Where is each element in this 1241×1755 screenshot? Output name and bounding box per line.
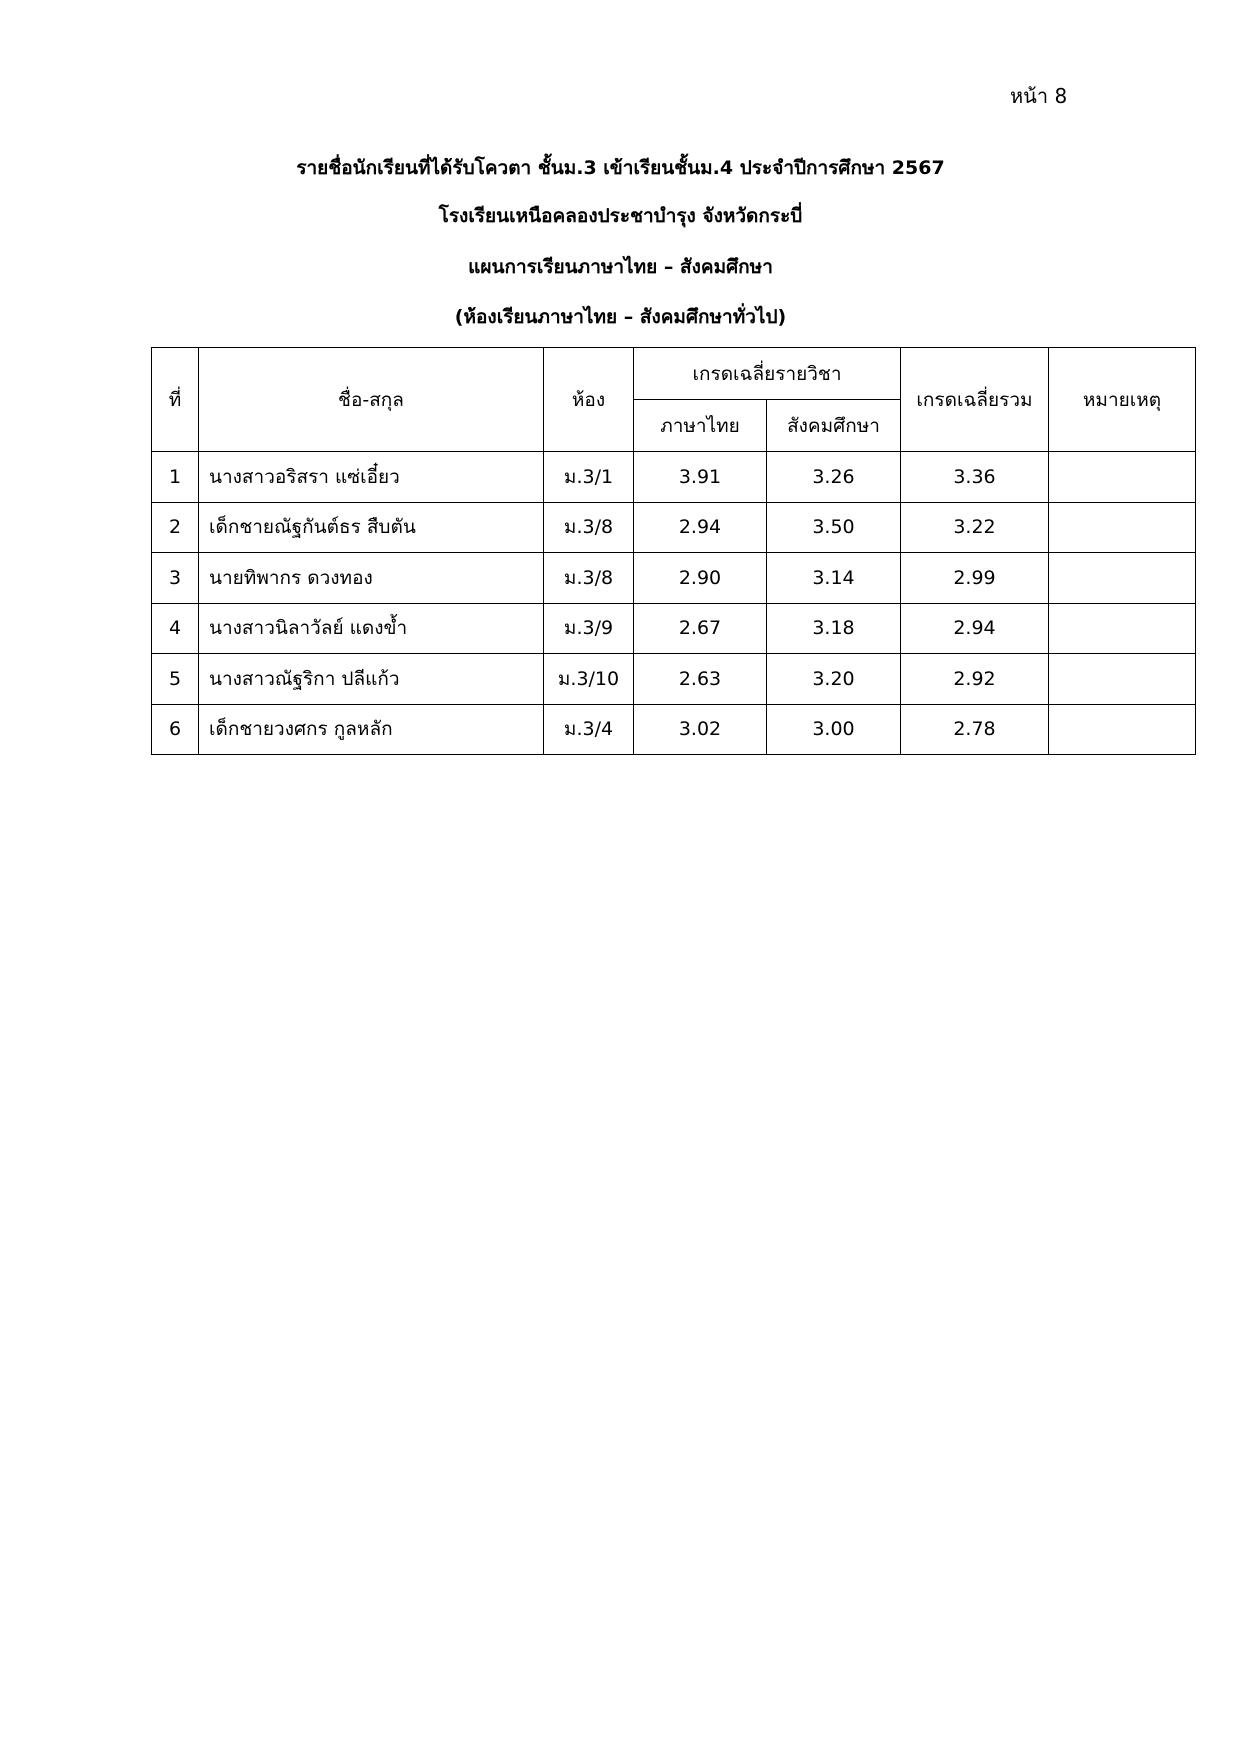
cell-name: เด็กชายณัฐกันต์ธร สืบตัน [199,502,544,553]
cell-social: 3.50 [767,502,901,553]
cell-thai: 2.63 [634,654,767,705]
cell-remark [1049,704,1196,755]
cell-room: ม.3/10 [544,654,634,705]
table-row [152,654,1196,705]
cell-remark [1049,502,1196,553]
cell-no: 4 [152,603,199,654]
cell-thai: 2.67 [634,603,767,654]
table-row [152,553,1196,604]
cell-overall: 2.94 [901,603,1049,654]
cell-remark [1049,553,1196,604]
cell-room: ม.3/9 [544,603,634,654]
cell-name: นางสาวนิลาวัลย์ แดงข้ำ [199,603,544,654]
cell-remark [1049,452,1196,503]
cell-thai: 2.90 [634,553,767,604]
program-title: แผนการเรียนภาษาไทย – สังคมศึกษา [468,256,773,278]
cell-remark [1049,603,1196,654]
cell-name: นางสาวณัฐริกา ปลีแก้ว [199,654,544,705]
header-thai: ภาษาไทย [634,400,767,452]
cell-overall: 2.99 [901,553,1049,604]
cell-social: 3.00 [767,704,901,755]
header-room: ห้อง [544,348,634,452]
cell-no: 2 [152,502,199,553]
cell-room: ม.3/8 [544,502,634,553]
cell-social: 3.14 [767,553,901,604]
student-table [151,347,1196,755]
header-name: ชื่อ-สกุล [199,348,544,452]
table-row [152,603,1196,654]
cell-name: นางสาวอริสรา แซ่เอี๋ยว [199,452,544,503]
cell-overall: 3.36 [901,452,1049,503]
table-row [152,502,1196,553]
cell-room: ม.3/1 [544,452,634,503]
header-social: สังคมศึกษา [767,400,901,452]
cell-room: ม.3/8 [544,553,634,604]
page-number: หน้า 8 [1010,84,1068,108]
header-remark: หมายเหตุ [1049,348,1196,452]
cell-thai: 2.94 [634,502,767,553]
cell-social: 3.18 [767,603,901,654]
cell-no: 5 [152,654,199,705]
cell-no: 1 [152,452,199,503]
cell-overall: 2.92 [901,654,1049,705]
cell-overall: 3.22 [901,502,1049,553]
cell-social: 3.26 [767,452,901,503]
cell-name: นายทิพากร ดวงทอง [199,553,544,604]
school-title: โรงเรียนเหนือคลองประชาบำรุง จังหวัดกระบี่ [438,205,803,227]
cell-thai: 3.02 [634,704,767,755]
header-overall: เกรดเฉลี่ยรวม [901,348,1049,452]
header-subject-avg: เกรดเฉลี่ยรายวิชา [634,348,901,400]
cell-name: เด็กชายวงศกร กูลหลัก [199,704,544,755]
cell-remark [1049,654,1196,705]
classroom-title: (ห้องเรียนภาษาไทย – สังคมศึกษาทั่วไป) [454,306,787,328]
document-title: รายชื่อนักเรียนที่ได้รับโควตา ชั้นม.3 เข้าเรียนชั้นม.4 ประจำปีการศึกษา 2567 [296,157,945,179]
table-row [152,704,1196,755]
table-row [152,452,1196,503]
cell-social: 3.20 [767,654,901,705]
cell-thai: 3.91 [634,452,767,503]
cell-no: 6 [152,704,199,755]
cell-overall: 2.78 [901,704,1049,755]
cell-no: 3 [152,553,199,604]
cell-room: ม.3/4 [544,704,634,755]
header-no: ที่ [152,348,199,452]
